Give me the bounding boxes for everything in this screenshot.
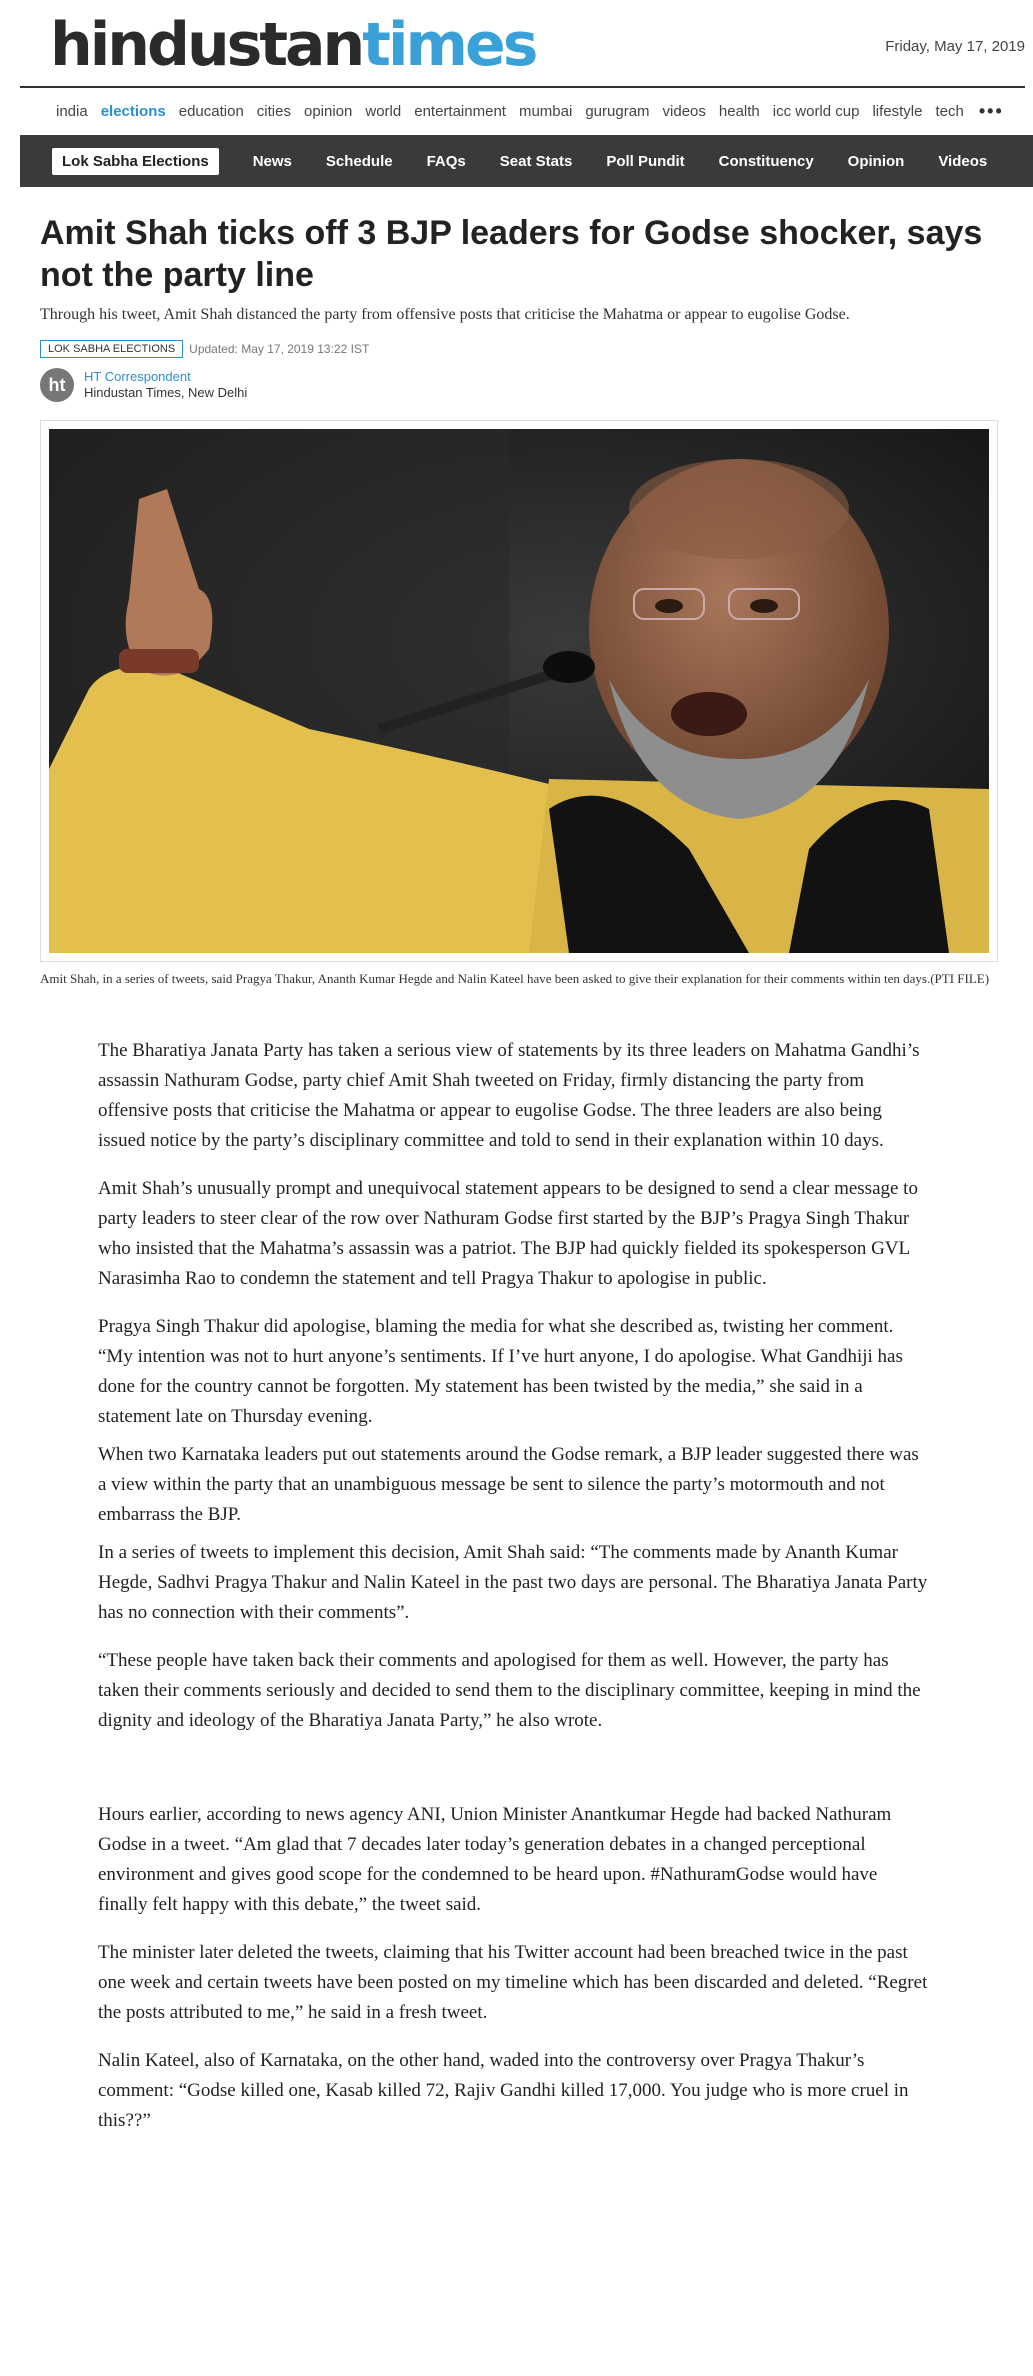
body-paragraph: The Bharatiya Janata Party has taken a serious view of statements by its three leaders on Mahatma Gandhi’s assassin Nathuram Godse, party chief Amit Shah tweeted on Friday, firmly distancing the party from offensive posts that criticise the Mahatma or appear to eugolise Godse. The three leaders are also being issued notice by the party’s disciplinary committee and told to send in their explanation within 10 days. xyxy=(98,1040,920,1151)
nav-cities[interactable]: cities xyxy=(256,102,291,120)
author-block xyxy=(40,368,247,402)
lead-image-frame xyxy=(40,420,998,962)
body-paragraph: Amit Shah’s unusually prompt and unequivocal statement appears to be designed to send a clear message to party leaders to steer clear of the row over Nathuram Godse first started by the BJP’s Pragya Singh Thakur who insisted that the Mahatma’s assassin was a patriot. The BJP had quickly fielded its spokesperson GVL Narasimha Rao to condemn the statement and tell Pragya Thakur to apologise in public. xyxy=(98,1178,918,1289)
section-link-faqs[interactable]: FAQs xyxy=(426,152,466,170)
author-organisation: Hindustan Times, New Delhi xyxy=(84,385,248,400)
section-link-schedule[interactable]: Schedule xyxy=(325,152,393,170)
body-paragraph: Nalin Kateel, also of Karnataka, on the other hand, waded into the controversy over Pragya Thakur’s comment: “Godse killed one, Kasab killed 72, Rajiv Gandhi killed 17,000. You judge who is more cruel in this??” xyxy=(98,2050,909,2131)
body-paragraph: “These people have taken back their comments and apologised for them as well. However, the party has taken their comments seriously and decided to send them to the disciplinary committee, keeping in mind the dignity and ideology of the Bharatiya Janata Party,” he also wrote. xyxy=(98,1650,921,1731)
author-avatar: ht xyxy=(40,368,74,402)
nav-lifestyle[interactable]: lifestyle xyxy=(872,102,923,120)
body-paragraph: When two Karnataka leaders put out statements around the Godse remark, a BJP leader suggested there was a view within the party that an unambiguous message be sent to silence the party’s motormouth and not embarrass the BJP. xyxy=(98,1444,919,1525)
section-link-poll-pundit[interactable]: Poll Pundit xyxy=(606,152,685,170)
nav-tech[interactable]: tech xyxy=(935,102,964,120)
article-headline: Amit Shah ticks off 3 BJP leaders for Godse shocker, says not the party line xyxy=(40,214,983,294)
body-paragraph: Pragya Singh Thakur did apologise, blaming the media for what she described as, twisting her comment. “My intention was not to hurt anyone’s sentiments. If I’ve hurt anyone, I do apologise. What Gandhiji has done for the country cannot be forgotten. My statement has been twisted by the media,” she said in a statement late on Thursday evening. xyxy=(98,1316,903,1427)
section-link-seat-stats[interactable]: Seat Stats xyxy=(499,152,573,170)
author-name[interactable]: HT Correspondent xyxy=(84,369,191,384)
logo-text-times: times xyxy=(362,10,536,80)
article-body xyxy=(98,1036,928,2136)
nav-videos[interactable]: videos xyxy=(662,102,706,120)
logo-text-hindustan: hindustan xyxy=(50,10,363,80)
current-date: Friday, May 17, 2019 xyxy=(885,38,1025,55)
nav-mumbai[interactable]: mumbai xyxy=(518,102,573,120)
nav-world[interactable]: world xyxy=(365,102,402,120)
category-badge[interactable]: LOK SABHA ELECTIONS xyxy=(40,340,183,358)
article-meta xyxy=(40,340,369,358)
site-logo[interactable] xyxy=(50,10,535,80)
section-link-videos[interactable]: Videos xyxy=(938,152,988,170)
lead-image xyxy=(49,429,989,953)
section-link-news[interactable]: News xyxy=(252,152,292,170)
nav-gurugram[interactable]: gurugram xyxy=(585,102,650,120)
article-standfirst: Through his tweet, Amit Shah distanced the party from offensive posts that criticise the Mahatma or appear to eugolise Godse. xyxy=(40,306,850,323)
masthead xyxy=(20,0,1025,88)
section-link-constituency[interactable]: Constituency xyxy=(718,152,814,170)
section-navigation xyxy=(20,135,1033,187)
body-paragraph: Hours earlier, according to news agency ANI, Union Minister Anantkumar Hegde had backed Nathuram Godse in a tweet. “Am glad that 7 decades later today’s generation debates in a changed perceptional environment and gives good scope for the condemned to be heard upon. #NathuramGodse would have finally felt happy with this debate,” the tweet said. xyxy=(98,1804,892,1915)
nav-india[interactable]: india xyxy=(56,102,88,120)
section-link-opinion[interactable]: Opinion xyxy=(847,152,905,170)
nav-health[interactable]: health xyxy=(718,102,760,120)
body-paragraph: The minister later deleted the tweets, claiming that his Twitter account had been breached twice in the past one week and certain tweets have been posted on my timeline which has been discarded and deleted. “Regret the posts attributed to me,” he said in a fresh tweet. xyxy=(98,1942,928,2023)
nav-entertainment[interactable]: entertainment xyxy=(414,102,506,120)
nav-education[interactable]: education xyxy=(178,102,244,120)
nav-opinion[interactable]: opinion xyxy=(303,102,353,120)
more-menu-icon[interactable]: ••• xyxy=(978,100,1004,121)
nav-elections[interactable]: elections xyxy=(100,102,166,120)
top-navigation xyxy=(56,98,1004,124)
speaker-photo-illustration xyxy=(49,429,989,953)
nav-icc-world-cup[interactable]: icc world cup xyxy=(772,102,860,120)
image-caption: Amit Shah, in a series of tweets, said Pragya Thakur, Ananth Kumar Hegde and Nalin Kateel have been asked to give their explanation for their comments within ten days.(PTI FILE) xyxy=(40,971,990,986)
body-paragraph: In a series of tweets to implement this decision, Amit Shah said: “The comments made by Ananth Kumar Hegde, Sadhvi Pragya Thakur and Nalin Kateel in the past two days are personal. The Bharatiya Janata Party has no connection with their comments”. xyxy=(98,1542,928,1623)
updated-timestamp: Updated: May 17, 2019 13:22 IST xyxy=(189,342,370,356)
section-tag-lok-sabha[interactable]: Lok Sabha Elections xyxy=(52,148,219,175)
